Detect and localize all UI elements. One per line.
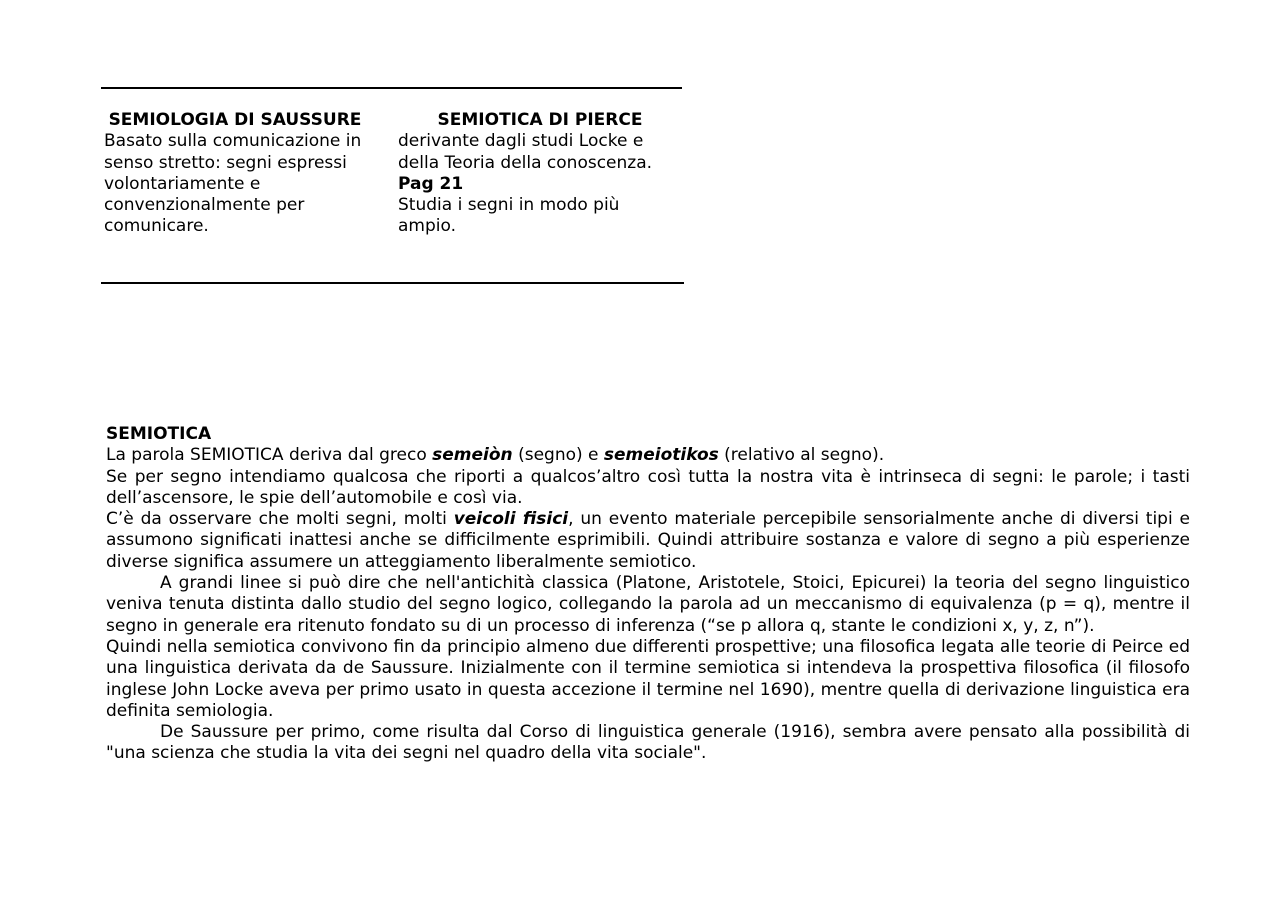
paragraph-perspectives: Quindi nella semiotica convivono fin da principio almeno due differenti prospettive; una filosofica legata alle teorie di Peirce ed una linguistica derivata da de Saussure. Inizialmente con il termine semiotica si intendeva la prospettiva filosofica (il filosofo inglese John Locke aveva per primo usato in questa accezione il termine nel 1690), mentre quella di derivazione linguistica era definita semiologia. [106,636,1190,721]
term-semeiotikos: semeiotikos [603,445,719,466]
article-semiotica [106,424,1190,765]
paragraph-text: (relativo al segno). [718,445,885,466]
table-column-saussure [104,110,366,238]
paragraph-text: , un evento materiale percepibile sensorialmente anche di diversi tipi e assumono significati inattesi anche se difficilmente esprimibili. Quindi attribuire sostanza e valore di segno a più esperienze diverse significa assumere un atteggiamento liberalmente semiotico. [106,509,1190,572]
paragraph-text: C’è da osservare che molti segni, molti [106,509,454,530]
paragraph-definition: Se per segno intendiamo qualcosa che riporti a qualcos’altro così tutta la nostra vita è intrinseca di segni: le parole; i tasti dell’ascensore, le spie dell’automobile e così via. [106,466,1190,508]
column-body-saussure: Basato sulla comunicazione in senso stretto: segni espressi volontariamente e convenzionalmente per comunicare. [104,131,362,237]
paragraph-text: (segno) e [512,445,604,466]
article-title: SEMIOTICA [106,424,212,444]
paragraph-physical-vehicles [106,509,1190,573]
column-heading-pierce: SEMIOTICA DI PIERCE [437,110,643,130]
paragraph-antiquity: A grandi linee si può dire che nell'antichità classica (Platone, Aristotele, Stoici, Epicurei) la teoria del segno linguistico veniva tenuta distinta dallo studio del segno logico, collegando la parola ad un meccanismo di equivalenza (p = q), mentre il segno in generale era ritenuto fondato su di un processo di inferenza (“se p allora q, stante le condizioni x, y, z, n”). [106,573,1190,636]
paragraph-de-saussure: De Saussure per primo, come risulta dal Corso di linguistica generale (1916), sembra avere pensato alla possibilità di "una scienza che studia la vita dei segni nel quadro della vita sociale". [106,722,1190,764]
column-body-pierce: derivante dagli studi Locke e della Teoria della conoscenza. [398,131,653,173]
page-reference: Pag 21 [398,173,464,194]
term-veicoli-fisici: veicoli fisici [453,509,569,530]
term-semeion: semeiòn [432,445,513,466]
paragraph-etymology [106,445,1190,466]
column-body-pierce-2: Studia i segni in modo più ampio. [398,195,620,237]
paragraph-text: La parola SEMIOTICA deriva dal greco [106,445,433,466]
table-top-rule [101,87,682,89]
table-bottom-rule [101,282,684,284]
table-column-pierce [398,110,682,238]
column-heading-saussure: SEMIOLOGIA DI SAUSSURE [108,110,362,130]
